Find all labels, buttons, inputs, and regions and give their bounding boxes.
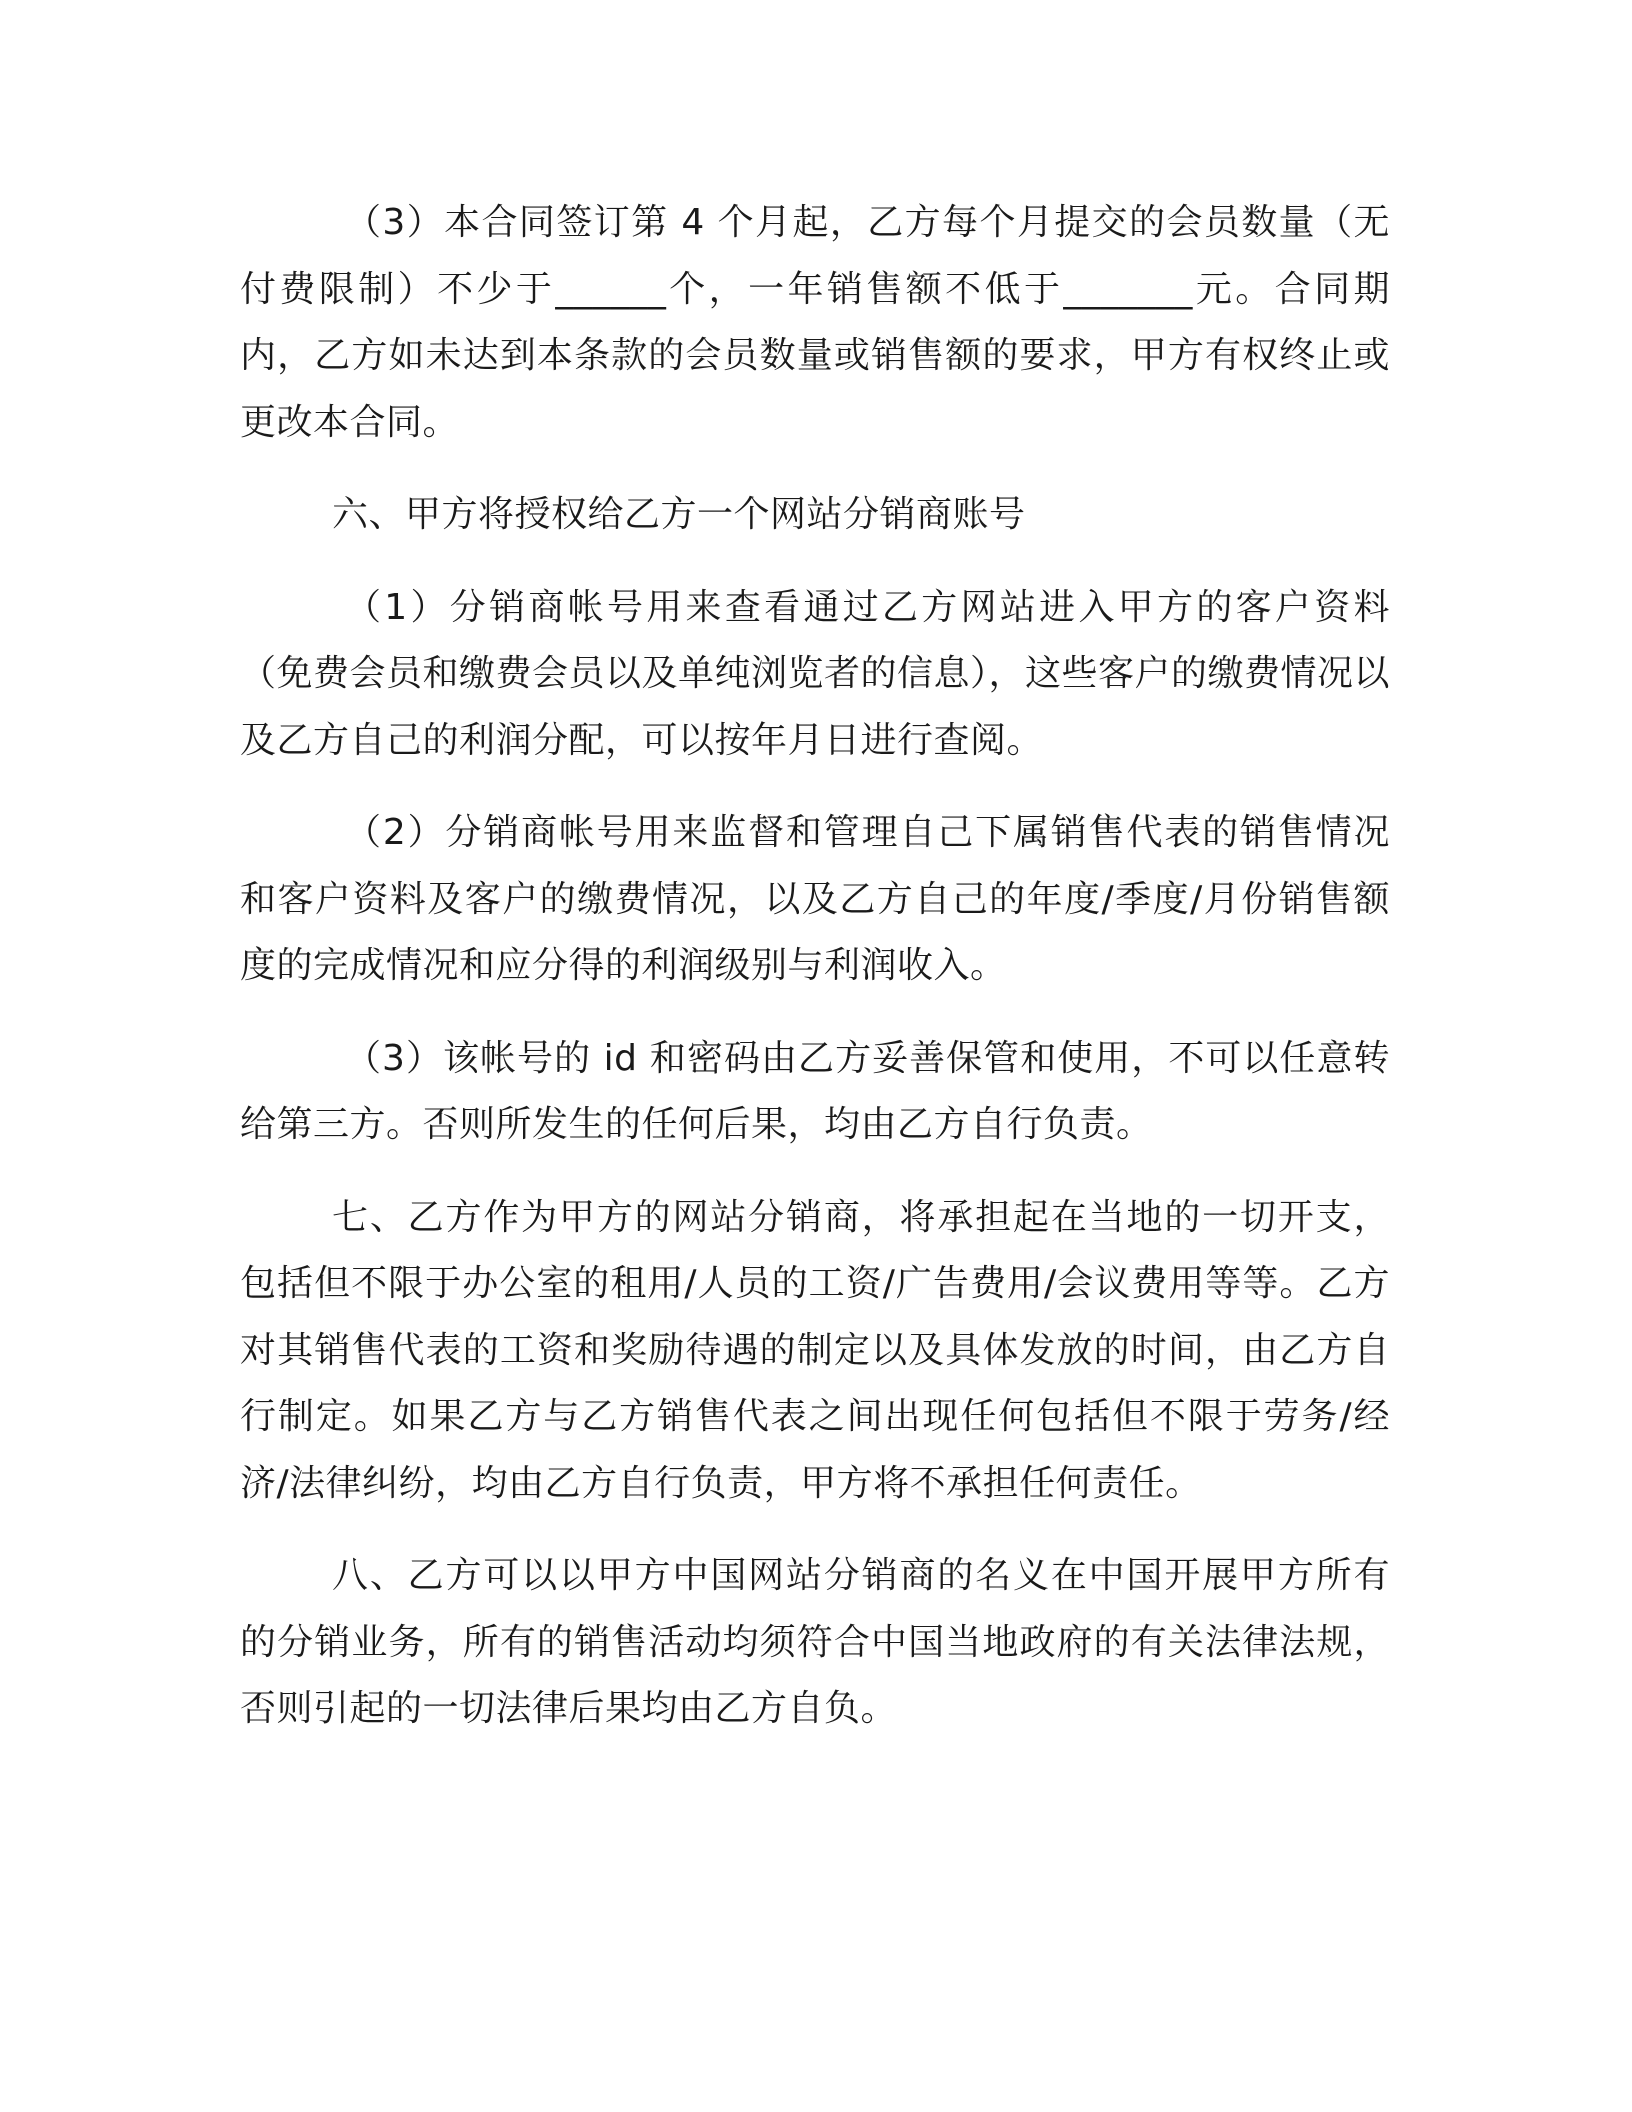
document-page — [240, 190, 1390, 1743]
paragraph-gap — [240, 549, 1390, 575]
paragraph-gap — [240, 1517, 1390, 1543]
section-7-paragraph: 七、乙方作为甲方的网站分销商，将承担起在当地的一切开支，包括但不限于办公室的租用/人员的工资/广告费用/会议费用等等。乙方对其销售代表的工资和奖励待遇的制定以及具体发放的时间，由乙方自行制定。如果乙方与乙方销售代表之间出现任何包括但不限于劳务/经济/法律纠纷，均由乙方自行负责，甲方将不承担任何责任。 — [240, 1196, 1390, 1504]
clause-6-1-paragraph: （1）分销商帐号用来查看通过乙方网站进入甲方的客户资料（免费会员和缴费会员以及单纯浏览者的信息），这些客户的缴费情况以及乙方自己的利润分配，可以按年月日进行查阅。 — [240, 586, 1391, 761]
clause-6-3-paragraph: （3）该帐号的 id 和密码由乙方妥善保管和使用，不可以任意转给第三方。否则所发生的任何后果，均由乙方自行负责。 — [240, 1037, 1390, 1145]
clause-6-2-paragraph: （2）分销商帐号用来监督和管理自己下属销售代表的销售情况和客户资料及客户的缴费情况，以及乙方自己的年度/季度/月份销售额度的完成情况和应分得的利润级别与利润收入。 — [240, 812, 1390, 986]
clause-5-3-paragraph: （3）本合同签订第 4 个月起，乙方每个月提交的会员数量（无付费限制）不少于______个，一年销售额不低于_______元。合同期内，乙方如未达到本条款的会员数量或销售额的要求，甲方有权终止或更改本合同。 — [240, 202, 1390, 443]
paragraph-gap — [240, 774, 1390, 800]
paragraph-gap — [240, 1000, 1390, 1026]
paragraph-gap — [240, 456, 1390, 482]
section-6-heading: 六、甲方将授权给乙方一个网站分销商账号 — [332, 494, 1026, 535]
section-8-paragraph: 八、乙方可以以甲方中国网站分销商的名义在中国开展甲方所有的分销业务，所有的销售活动均须符合中国当地政府的有关法律法规，否则引起的一切法律后果均由乙方自负。 — [240, 1555, 1390, 1729]
paragraph-gap — [240, 1159, 1390, 1185]
